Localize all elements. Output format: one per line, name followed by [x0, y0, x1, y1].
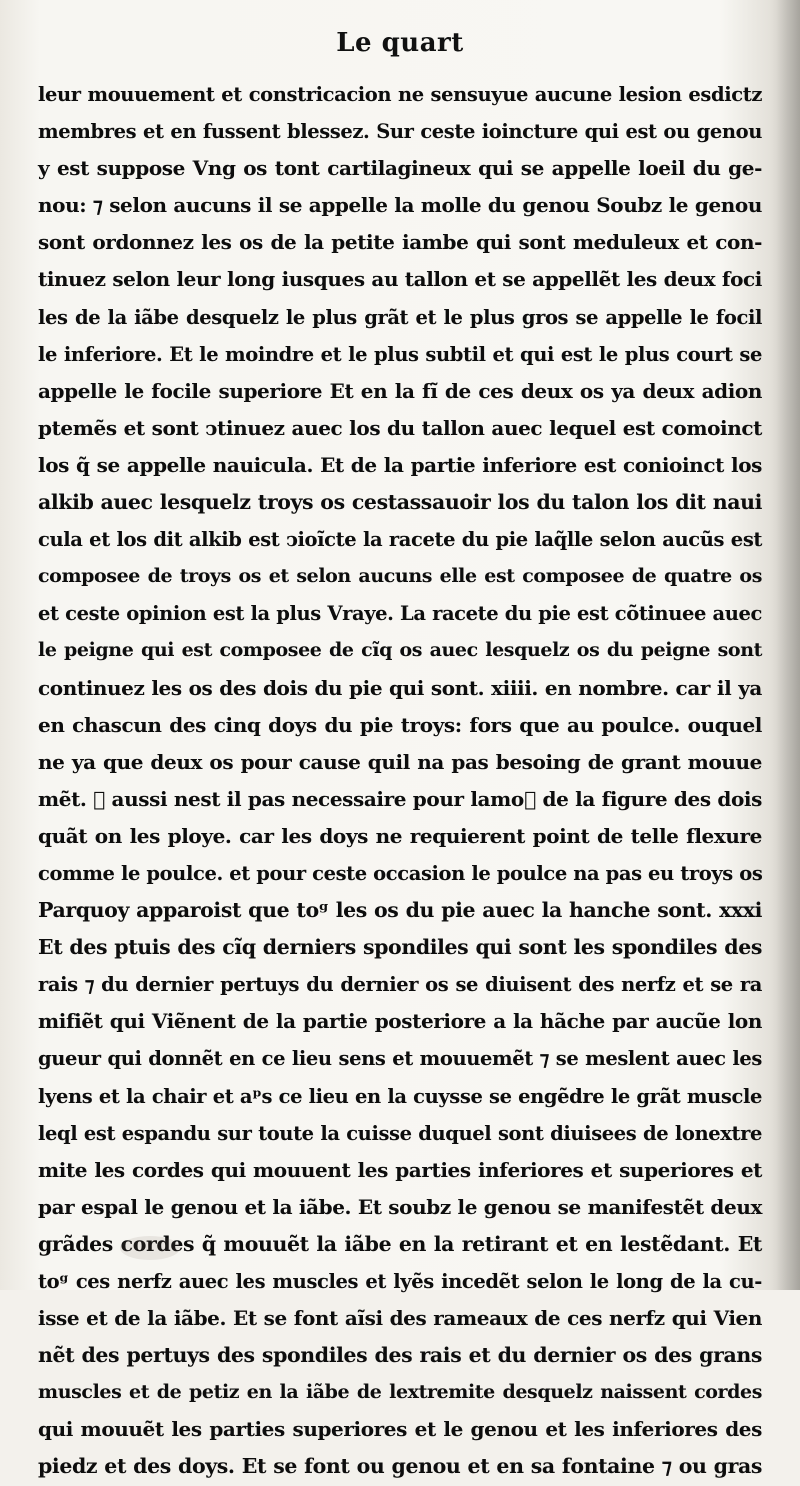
text-line: et ceste opinion est la plus Vraye. La racete du pie est cõtinuee auec	[38, 602, 762, 626]
text-line: toᵍ ces nerfz auec les muscles et lyẽs incedẽt selon le long de la cu-	[38, 1270, 762, 1293]
text-line: mẽt. ⁊ aussi nest il pas necessaire pour lamoᷣ de la figure des dois	[38, 786, 762, 811]
text-line: gueur qui donnẽt en ce lieu sens et mouuemẽt ⁊ se meslent auec les	[38, 1047, 762, 1071]
text-line: en chascun des cinq doys du pie troys: fors que au poulce. ouquel	[38, 712, 762, 737]
text-line: ne ya que deux os pour cause quil na pas besoing de grant mouue	[38, 749, 762, 774]
text-line: continuez les os des dois du pie qui sont. xiiii. en nombre. car il ya	[38, 675, 762, 700]
text-block	[38, 76, 762, 1486]
text-line: appelle le focile superiore Et en la fĩ de ces deux os ya deux adion	[38, 378, 762, 403]
text-line: nou: ⁊ selon aucuns il se appelle la molle du genou Soubz le genou	[38, 193, 762, 218]
text-line: mite les cordes qui mouuent les parties inferiores et superiores et	[38, 1157, 762, 1182]
text-line: tinuez selon leur long iusques au tallon et se appellẽt les deux foci	[38, 267, 762, 292]
text-line: ptemẽs et sont ↄtinuez auec los du tallon auec lequel est comoinct	[38, 415, 762, 440]
paper-stain	[120, 1236, 180, 1260]
text-line: par espal le genou et la iãbe. Et soubz le genou se manifestẽt deux	[38, 1194, 762, 1219]
text-line: cula et los dit alkib est ↄioĩcte la racete du pie laq̃lle selon aucũs est	[38, 528, 762, 552]
text-line: alkib auec lesquelz troys os cestassauoir los du talon los dit naui	[38, 490, 762, 515]
text-line: membres et en fussent blessez. Sur ceste ioincture qui est ou genou	[38, 120, 762, 144]
text-line: isse et de la iãbe. Et se font aĩsi des rameaux de ces nerfz qui Vien	[38, 1306, 762, 1331]
text-line: Parquoy apparoist que toᵍ les os du pie auec la hanche sont. xxxi	[38, 898, 762, 923]
text-line: le inferiore. Et le moindre et le plus subtil et qui est le plus court se	[38, 342, 762, 366]
text-line: grãdes cordes q̃ mouuẽt la iãbe en la retirant et en lestẽdant. Et	[38, 1231, 762, 1256]
text-line: sont ordonnez les os de la petite iambe qui sont meduleux et con-	[38, 230, 762, 255]
text-line: leql est espandu sur toute la cuisse duquel sont diuisees de lonextre	[38, 1121, 762, 1145]
text-line: lyens et la chair et aᵖs ce lieu en la cuysse se engẽdre le grãt muscle	[38, 1084, 762, 1108]
text-line: nẽt des pertuys des spondiles des rais et du dernier os des grans	[38, 1343, 762, 1368]
text-line: Et des ptuis des cĩq derniers spondiles qui sont les spondiles des	[38, 935, 762, 960]
text-line: mifiẽt qui Viẽnent de la partie posteriore a la hãche par aucũe lon	[38, 1009, 762, 1034]
text-line: muscles et de petiz en la iãbe de lextremite desquelz naissent cordes	[38, 1381, 762, 1404]
text-line: y est suppose Vng os tont cartilagineux qui se appelle loeil du ge-	[38, 156, 762, 181]
text-line: piedz et des doys. Et se font ou genou et en sa fontaine ⁊ ou gras	[38, 1454, 762, 1479]
text-line: quãt on les ploye. car les doys ne requierent point de telle flexure	[38, 823, 762, 848]
text-line: les de la iãbe desquelz le plus grãt et le plus gros se appelle le focil	[38, 305, 762, 329]
text-line: leur mouuement et constricacion ne sensuyue aucune lesion esdictz	[38, 83, 762, 106]
text-line: rais ⁊ du dernier pertuys du dernier os se diuisent des nerfz et se ra	[38, 973, 762, 997]
text-line: composee de troys os et selon aucuns elle est composee de quatre os	[38, 565, 762, 588]
text-line: comme le poulce. et pour ceste occasion le poulce na pas eu troys os	[38, 861, 763, 885]
text-line: los q̃ se appelle nauicula. Et de la partie inferiore est conioinct los	[38, 452, 762, 477]
text-line: qui mouuẽt les parties superiores et le genou et les inferiores des	[38, 1417, 762, 1442]
running-head: Le quart	[336, 28, 464, 58]
text-line: le peigne qui est composee de cĩq os auec lesquelz os du peigne sont	[38, 639, 762, 662]
page-edge-shadow	[776, 0, 800, 1290]
